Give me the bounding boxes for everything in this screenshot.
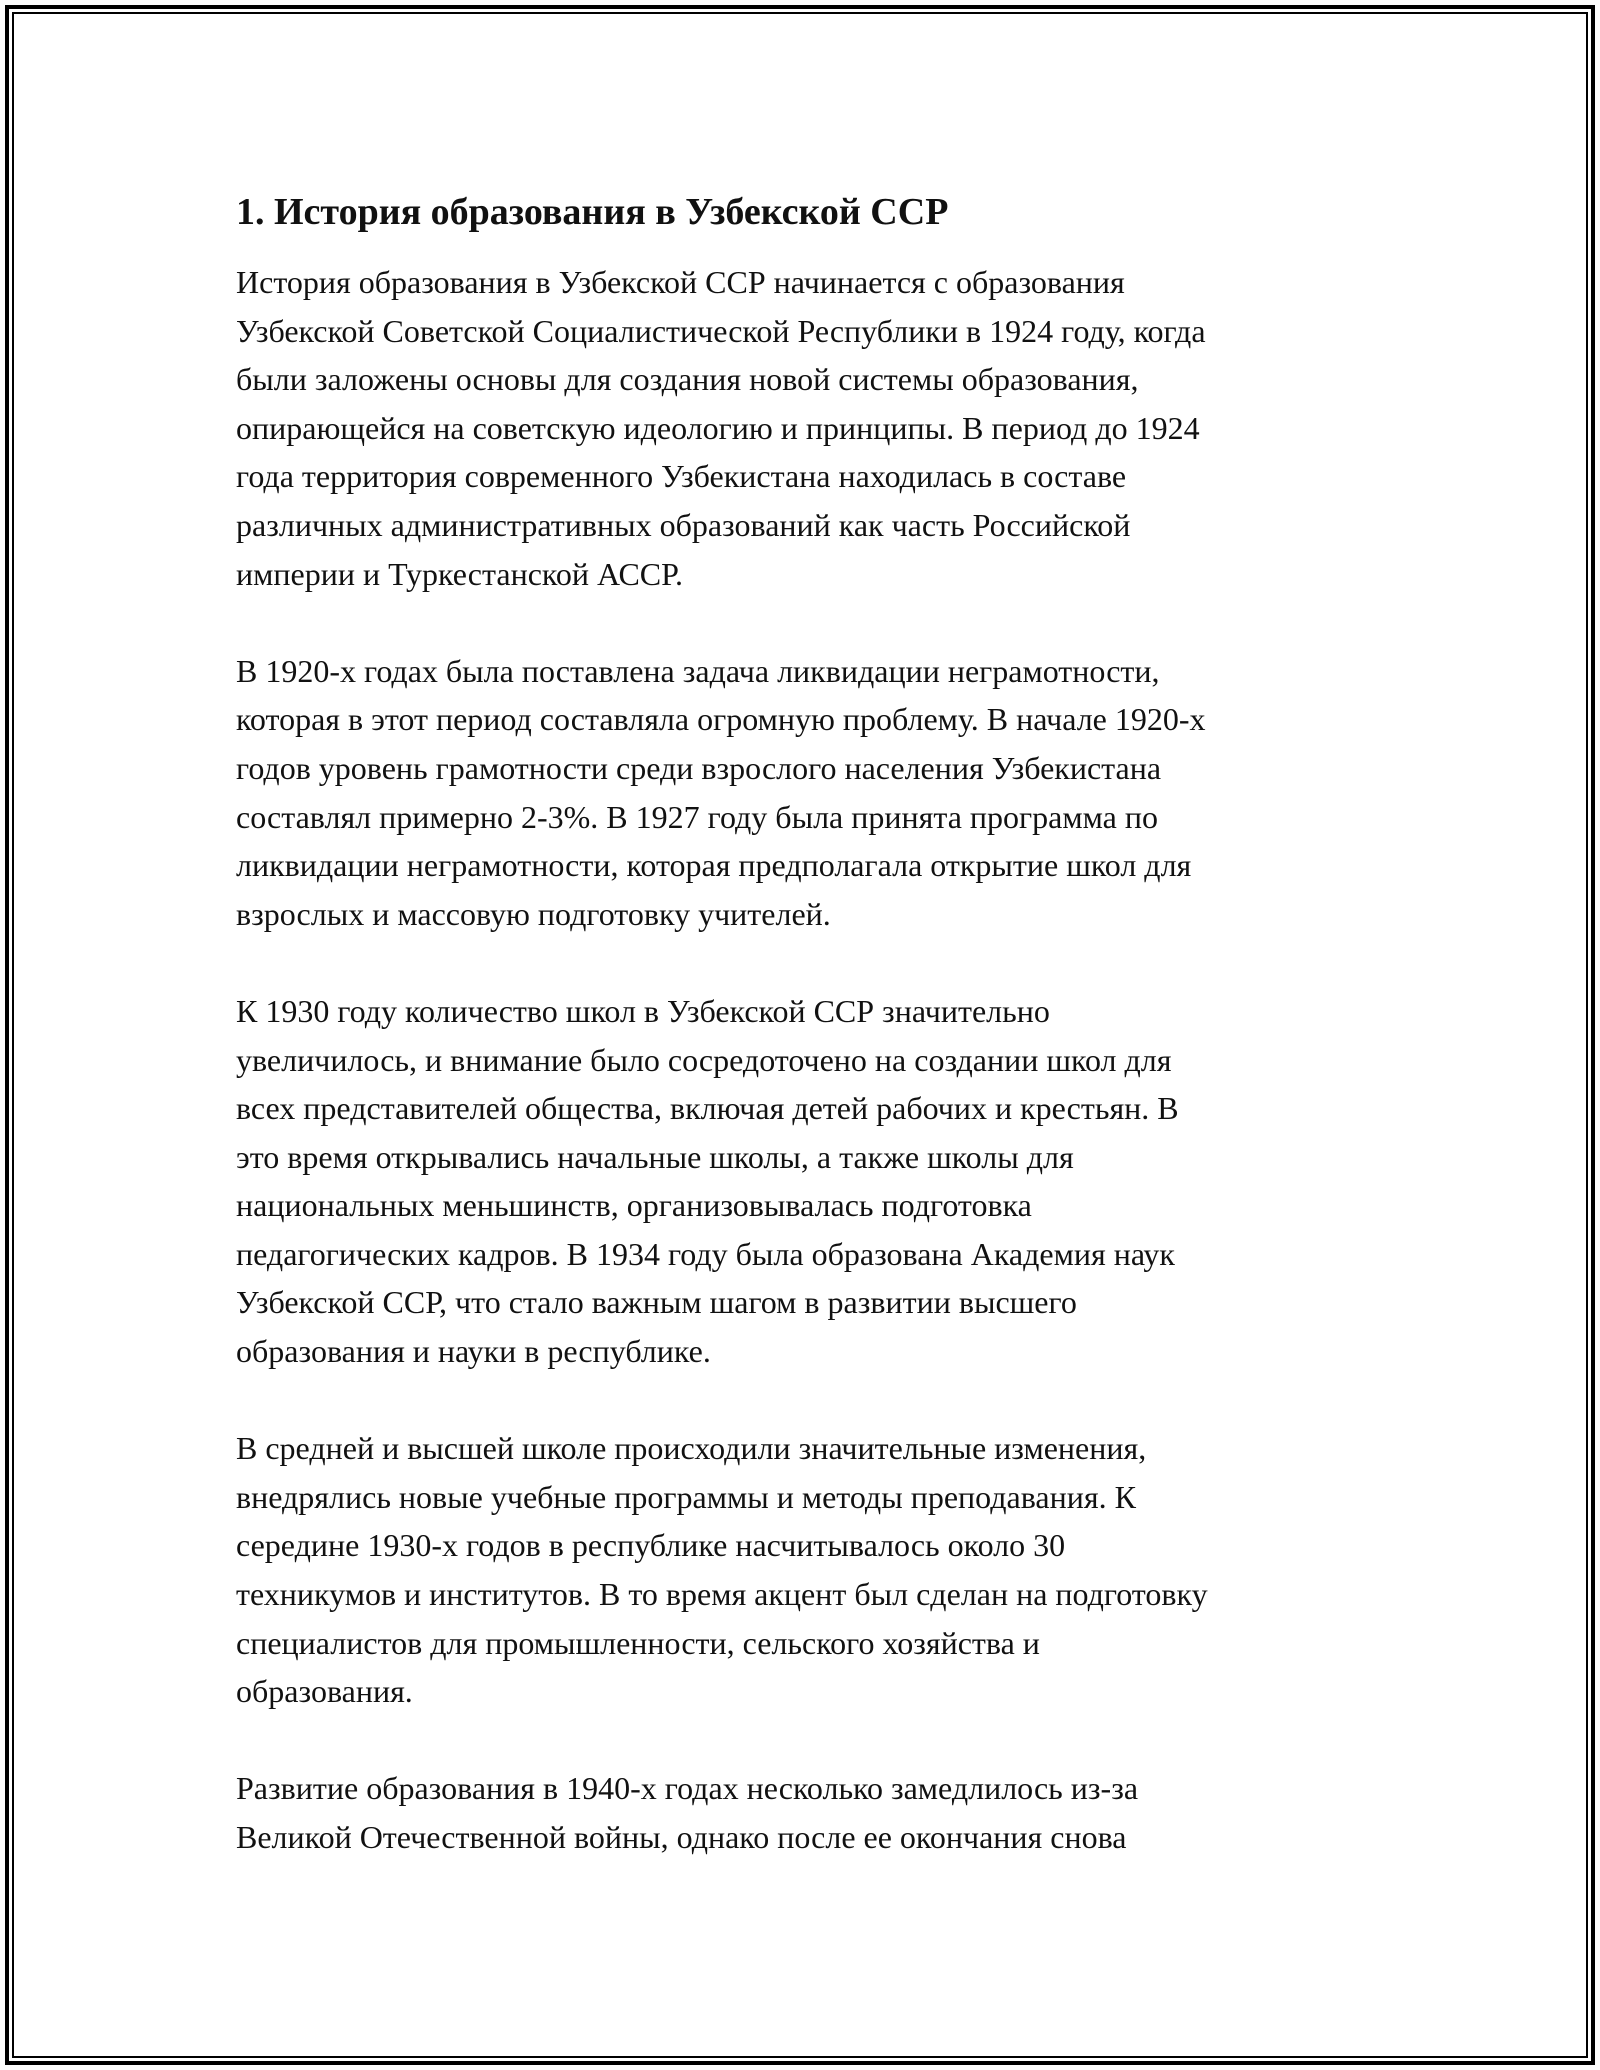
paragraph-1: История образования в Узбекской ССР начинается с образования Узбекской Советской Социалистической Республики в 1924 году, когда были заложены основы для создания новой системы образования, опирающейся на советскую идеологию и принципы. В период до 1924 года территория современного Узбекистана находилась в составе различных административных образований как часть Российской империи и Туркестанской АССР. [236, 264, 1206, 592]
document-body [236, 186, 1396, 1910]
section-heading: 1. История образования в Узбекской ССР [236, 191, 949, 233]
paragraph-3: К 1930 году количество школ в Узбекской ССР значительно увеличилось, и внимание было сосредоточено на создании школ для всех представителей общества, включая детей рабочих и крестьян. В это время открывались начальные школы, а также школы для национальных меньшинств, организовывалась подготовка педагогических кадров. В 1934 году была образована Академия наук Узбекской ССР, что стало важным шагом в развитии высшего образования и науки в республике. [236, 992, 1179, 1370]
paragraph-5: Развитие образования в 1940-х годах несколько замедлилось из-за Великой Отечественной войны, однако после ее окончания снова [236, 1770, 1139, 1855]
paragraph-4: В средней и высшей школе происходили значительные изменения, внедрялись новые учебные программы и методы преподавания. К середине 1930-х годов в республике насчитывалось около 30 техникумов и институтов. В то время акцент был сделан на подготовку специалистов для промышленности, сельского хозяйства и образования. [236, 1430, 1208, 1710]
paragraph-2: В 1920-х годах была поставлена задача ликвидации неграмотности, которая в этот период составляла огромную проблему. В начале 1920-х годов уровень грамотности среди взрослого населения Узбекистана составлял примерно 2-3%. В 1927 году была принята программа по ликвидации неграмотности, которая предполагала открытие школ для взрослых и массовую подготовку учителей. [236, 652, 1206, 932]
